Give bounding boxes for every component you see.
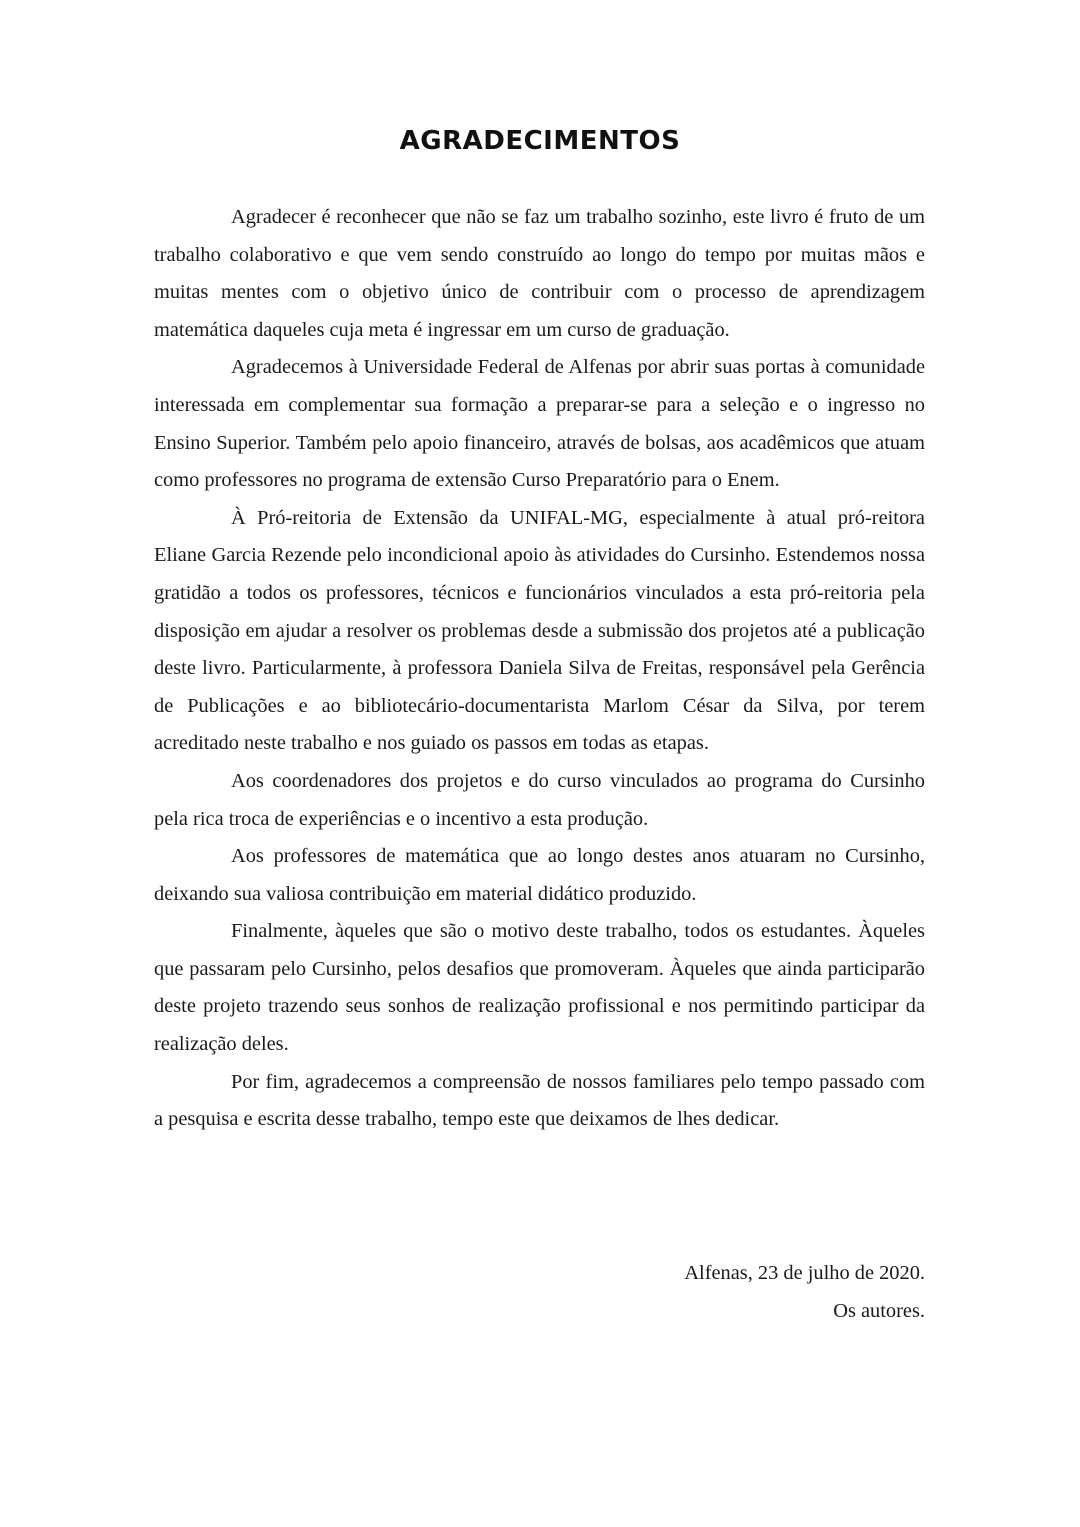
paragraph-5: Aos professores de matemática que ao longo destes anos atuaram no Cursinho, deixando sua valiosa contribuição em material didático produzido. (154, 845, 925, 905)
paragraph-2: Agradecemos à Universidade Federal de Alfenas por abrir suas portas à comunidade interessada em complementar sua formação a preparar-se para a seleção e o ingresso no Ensino Superior. Também pelo apoio financeiro, através de bolsas, aos acadêmicos que atuam como professores no programa de extensão Curso Preparatório para o Enem. (154, 356, 925, 492)
signature-block (154, 1255, 925, 1330)
paragraph-7: Por fim, agradecemos a compreensão de nossos familiares pelo tempo passado com a pesquisa e escrita desse trabalho, tempo este que deixamos de lhes dedicar. (154, 1070, 925, 1131)
paragraph-6: Finalmente, àqueles que são o motivo deste trabalho, todos os estudantes. Àqueles que passaram pelo Cursinho, pelos desafios que promoveram. Àqueles que ainda participarão deste projeto trazendo seus sonhos de realização profissional e nos permitindo participar da realização deles. (154, 920, 925, 1056)
acknowledgements-body (154, 199, 925, 1139)
paragraph-4: Aos coordenadores dos projetos e do curso vinculados ao programa do Cursinho pela rica troca de experiências e o incentivo a esta produção. (154, 769, 925, 830)
page-title: AGRADECIMENTOS (399, 126, 681, 156)
authors-line: Os autores. (833, 1299, 925, 1322)
paragraph-3: À Pró-reitoria de Extensão da UNIFAL-MG, especialmente à atual pró-reitora Eliane Garcia Rezende pelo incondicional apoio às atividades do Cursinho. Estendemos nossa gratidão a todos os professores, técnicos e funcionários vinculados a esta pró-reitoria pela disposição em ajudar a resolver os problemas desde a submissão dos projetos até a publicação deste livro. Particularmente, à professora Daniela Silva de Freitas, responsável pela Gerência de Publicações e ao bibliotecário-documentarista Marlom César da Silva, por terem acreditado neste trabalho e nos guiado os passos em todas as etapas. (154, 506, 925, 755)
paragraph-1: Agradecer é reconhecer que não se faz um trabalho sozinho, este livro é fruto de um trabalho colaborativo e que vem sendo construído ao longo do tempo por muitas mãos e muitas mentes com o objetivo único de contribuir com o processo de aprendizagem matemática daqueles cuja meta é ingressar em um curso de graduação. (154, 206, 925, 341)
place-date: Alfenas, 23 de julho de 2020. (684, 1262, 925, 1284)
